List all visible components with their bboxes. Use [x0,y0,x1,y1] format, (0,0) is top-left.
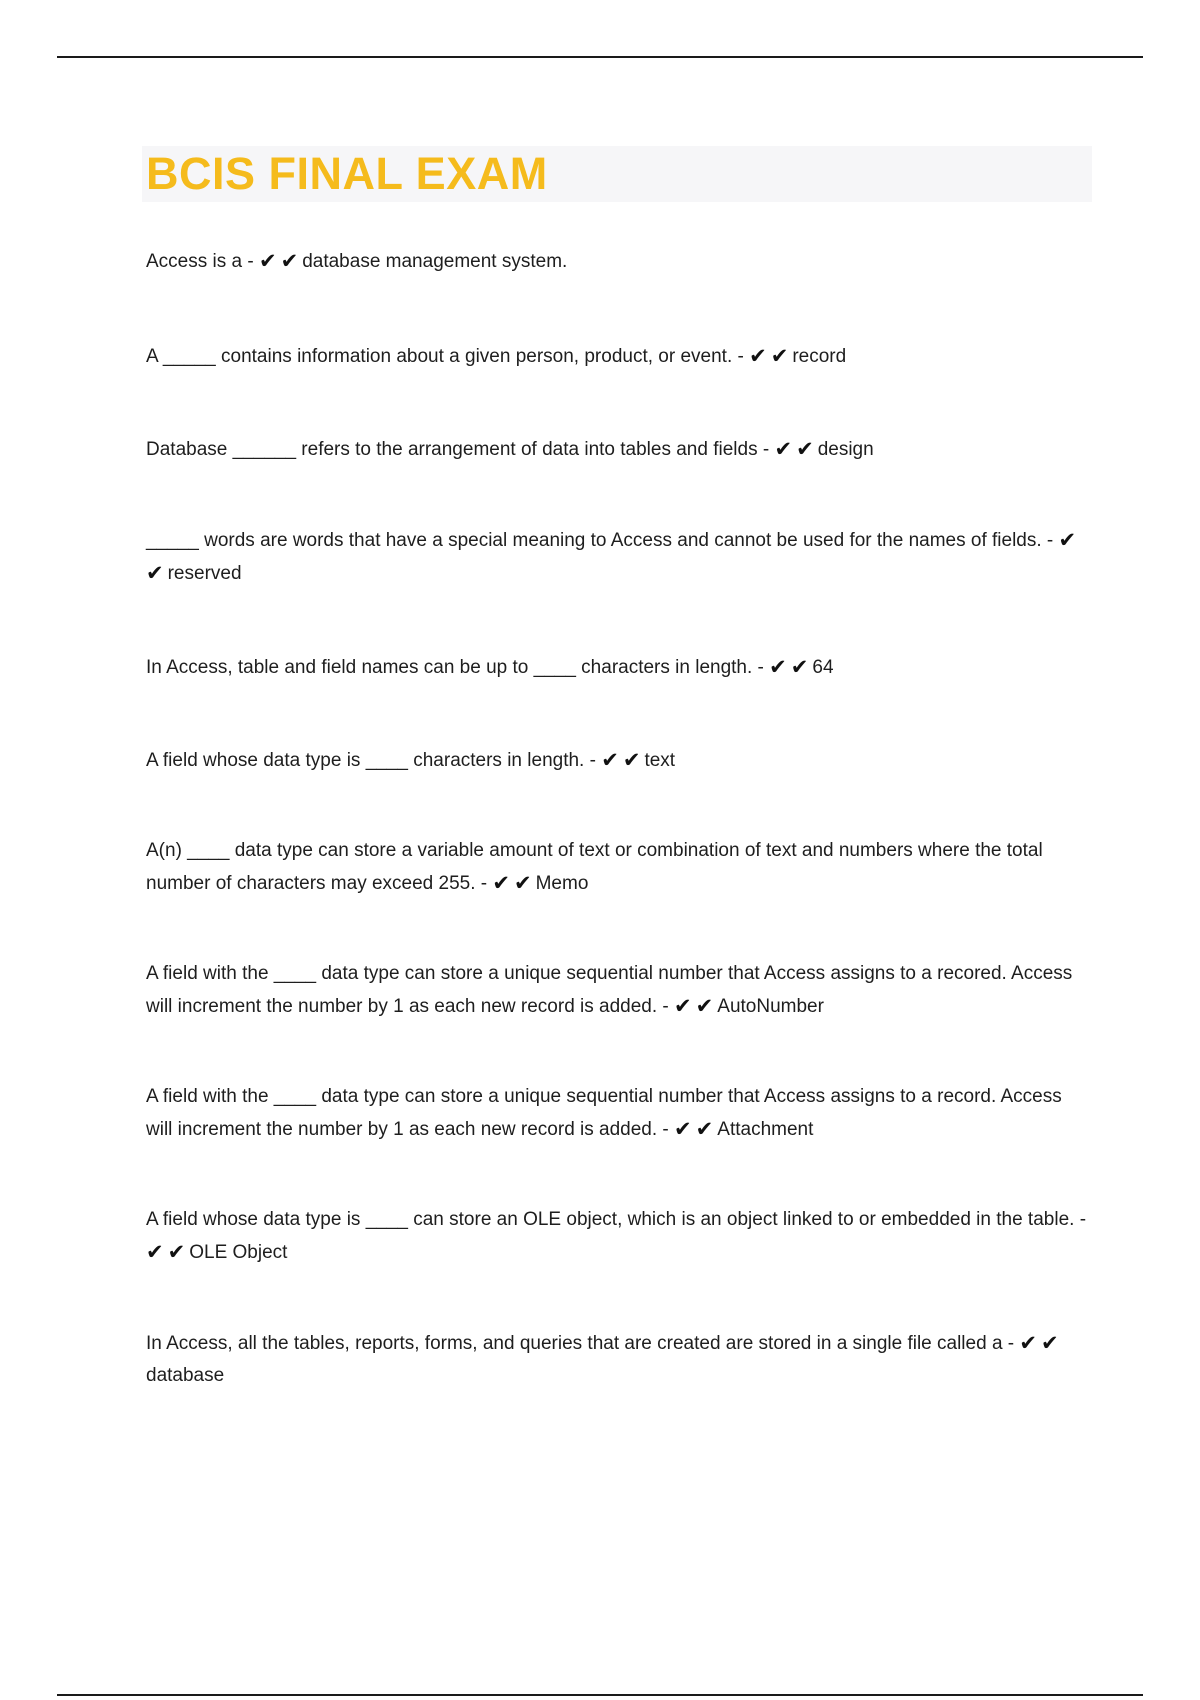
qa-item [146,1081,1091,1146]
check-icon: ✔ [258,249,277,273]
check-icon: ✔ [769,655,787,679]
question-text: A field whose data type is ____ can store an OLE object, which is an object linked to or embedded in the table. - [146,1209,1087,1230]
question-text: A field whose data type is ____ characters in length. - [146,750,602,771]
check-icon: ✔ [146,1240,164,1264]
question-text: A field with the ____ data type can store a unique sequential number that Access assigns to a recored. Access will increment the number by 1 as each new record is added. - [146,963,1073,1017]
check-icon: ✔ [146,561,164,585]
check-icon: ✔ [695,1117,714,1141]
check-icon: ✔ [514,871,532,895]
question-text: A(n) ____ data type can store a variable amount of text or combination of text and numbers where the total number of characters may exceed 255. - [146,840,1043,894]
qa-item [146,340,1091,373]
question-text: _____ words are words that have a special meaning to Access and cannot be used for the names of fields. - [146,530,1059,551]
qa-item [146,524,1091,590]
qa-item [146,744,1091,777]
answer-text: Memo [535,873,589,894]
question-text: Access is a - [146,251,259,272]
qa-item [146,835,1091,900]
check-icon: ✔ [774,437,793,461]
qa-item [146,245,1091,278]
check-icon: ✔ [749,344,767,368]
question-text: Database ______ refers to the arrangement of data into tables and fields - [146,439,775,460]
qa-item [146,651,1091,684]
question-text: A field with the ____ data type can store a unique sequential number that Access assigns to a record. Access will increment the number by 1 as each new record is added. - [146,1086,1062,1140]
answer-text: record [792,346,847,367]
check-icon: ✔ [796,437,814,461]
qa-item [146,1327,1091,1392]
check-icon: ✔ [1041,1331,1059,1355]
qa-item [146,958,1091,1023]
answer-text: database management system. [302,251,568,272]
answer-text: Attachment [717,1119,814,1140]
page-title: BCIS FINAL EXAM [146,148,548,199]
check-icon: ✔ [622,748,641,772]
answer-text: AutoNumber [717,996,824,1017]
question-text: In Access, table and field names can be up to ____ characters in length. - [146,657,770,678]
check-icon: ✔ [674,994,692,1018]
check-icon: ✔ [674,1117,692,1141]
check-icon: ✔ [1058,528,1077,552]
top-rule [57,56,1143,58]
answer-text: reserved [167,563,242,584]
check-icon: ✔ [770,344,789,368]
question-text: In Access, all the tables, reports, forms, and queries that are created are stored in a single file called a - [146,1333,1020,1354]
check-icon: ✔ [492,871,510,895]
question-text: A _____ contains information about a given person, product, or event. - [146,346,750,367]
answer-text: design [817,439,874,460]
check-icon: ✔ [790,655,809,679]
check-icon: ✔ [280,249,299,273]
check-icon: ✔ [601,748,619,772]
answer-text: 64 [812,657,834,678]
answer-text: text [644,750,676,771]
qa-item [146,433,1091,466]
check-icon: ✔ [1019,1331,1038,1355]
qa-item [146,1204,1091,1269]
answer-text: database [146,1365,225,1386]
check-icon: ✔ [167,1240,186,1264]
answer-text: OLE Object [189,1242,288,1263]
check-icon: ✔ [695,994,714,1018]
bottom-rule [57,1694,1143,1696]
